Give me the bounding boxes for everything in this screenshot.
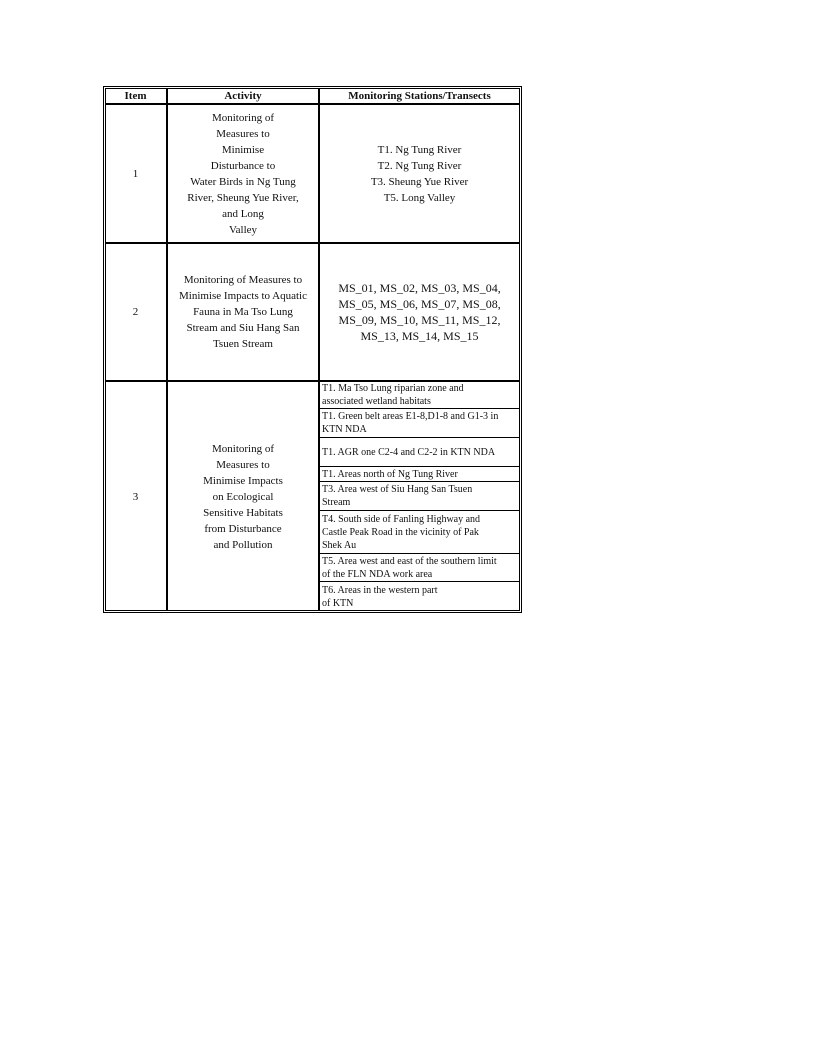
row-2-activity: Monitoring of Measures to Minimise Impacts to Aquatic Fauna in Ma Tso Lung Stream and Siu Hang San Tsuen Stream	[178, 274, 307, 350]
row-1-activity: Monitoring of Measures to Minimise Disturbance to Water Birds in Ng Tung River, Sheung Yue River, and Long Valley	[187, 111, 299, 236]
header-activity: Activity	[224, 90, 262, 102]
row-3-activity: Monitoring of Measures to Minimise Impacts on Ecological Sensitive Habitats from Disturbance and Pollution	[203, 442, 283, 551]
header-item: Item	[124, 90, 147, 102]
transect-cell: T6. Areas in the western part of KTN	[322, 584, 438, 609]
header-stations: Monitoring Stations/Transects	[348, 90, 491, 102]
transect-cell: T1. Green belt areas E1-8,D1-8 and G1-3 in KTN NDA	[322, 411, 499, 435]
row-2-stations: MS_01, MS_02, MS_03, MS_04, MS_05, MS_06, MS_07, MS_08, MS_09, MS_10, MS_11, MS_12, MS_13, MS_14, MS_15	[338, 281, 501, 343]
row-1-stations: T1. Ng Tung River T2. Ng Tung River T3. Sheung Yue River T5. Long Valley	[370, 143, 469, 204]
transect-cell: T3. Area west of Siu Hang San Tsuen Stream	[322, 484, 473, 508]
row-3-item: 3	[132, 490, 139, 503]
transect-cell: T5. Area west and east of the southern limit of the FLN NDA work area	[322, 555, 497, 580]
row-1-item: 1	[132, 167, 139, 180]
transect-cell: T4. South side of Fanling Highway and Castle Peak Road in the vicinity of Pak Shek Au	[322, 513, 481, 551]
row-2-item: 2	[132, 306, 139, 318]
transect-cell: T1. AGR one C2-4 and C2-2 in KTN NDA	[322, 446, 496, 458]
transect-cell: T1. Ma Tso Lung riparian zone and associated wetland habitats	[322, 383, 464, 407]
transect-cell: T1. Areas north of Ng Tung River	[322, 468, 458, 480]
